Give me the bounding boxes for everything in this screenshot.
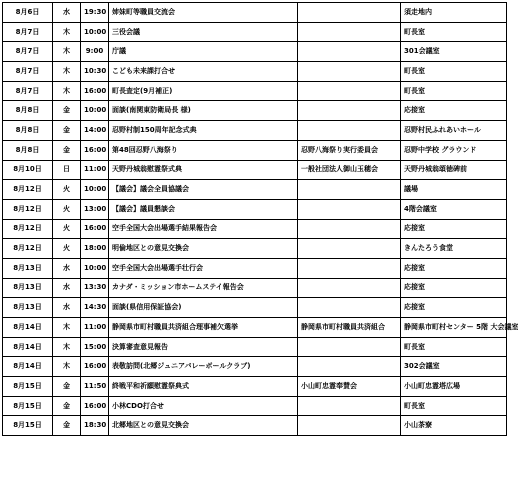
table-row [3, 180, 507, 200]
date-cell: 8月15日 [3, 377, 53, 397]
weekday-cell: 水 [53, 278, 81, 298]
event-cell: 小林CDO打合せ [109, 396, 298, 416]
place-cell: 応接室 [401, 258, 507, 278]
event-cell: 天野丹城翁慰霊祭式典 [109, 160, 298, 180]
place-cell: 町長室 [401, 337, 507, 357]
time-cell: 11:00 [81, 160, 109, 180]
table-row [3, 318, 507, 338]
place-cell: 302会議室 [401, 357, 507, 377]
place-cell: 4階会議室 [401, 199, 507, 219]
event-cell: 【議会】議会全員協議会 [109, 180, 298, 200]
organizer-cell [298, 239, 401, 259]
table-row [3, 3, 507, 23]
time-cell: 11:50 [81, 377, 109, 397]
time-cell: 9:00 [81, 42, 109, 62]
weekday-cell: 日 [53, 160, 81, 180]
place-cell: 町長室 [401, 22, 507, 42]
event-cell: 姉妹町等職員交流会 [109, 3, 298, 23]
event-cell: 北郷地区との意見交換会 [109, 416, 298, 436]
weekday-cell: 火 [53, 219, 81, 239]
date-cell: 8月14日 [3, 357, 53, 377]
date-cell: 8月14日 [3, 337, 53, 357]
place-cell: 応接室 [401, 219, 507, 239]
time-cell: 16:00 [81, 219, 109, 239]
event-cell: 面談(県信用保証協会) [109, 298, 298, 318]
table-row [3, 337, 507, 357]
place-cell: 町長室 [401, 62, 507, 82]
date-cell: 8月8日 [3, 121, 53, 141]
event-cell: 面談(南関東防衛局長 様) [109, 101, 298, 121]
date-cell: 8月13日 [3, 298, 53, 318]
date-cell: 8月7日 [3, 62, 53, 82]
time-cell: 14:30 [81, 298, 109, 318]
weekday-cell: 火 [53, 239, 81, 259]
place-cell: 忍野村民ふれあいホール [401, 121, 507, 141]
table-row [3, 219, 507, 239]
organizer-cell [298, 298, 401, 318]
table-row [3, 239, 507, 259]
weekday-cell: 木 [53, 318, 81, 338]
event-cell: 表敬訪問(北郷ジュニアバレーボールクラブ) [109, 357, 298, 377]
event-cell: こども未来課打合せ [109, 62, 298, 82]
table-row [3, 298, 507, 318]
table-row [3, 62, 507, 82]
date-cell: 8月8日 [3, 140, 53, 160]
place-cell: 静岡県市町村センター 5階 大会議室 [401, 318, 507, 338]
organizer-cell: 忍野八海祭り実行委員会 [298, 140, 401, 160]
weekday-cell: 木 [53, 22, 81, 42]
organizer-cell: 一般社団法人御山玉穂会 [298, 160, 401, 180]
table-row [3, 357, 507, 377]
weekday-cell: 木 [53, 42, 81, 62]
organizer-cell [298, 396, 401, 416]
weekday-cell: 火 [53, 199, 81, 219]
table-row [3, 160, 507, 180]
weekday-cell: 木 [53, 337, 81, 357]
date-cell: 8月14日 [3, 318, 53, 338]
event-cell: 空手全国大会出場選手結果報告会 [109, 219, 298, 239]
time-cell: 10:00 [81, 180, 109, 200]
organizer-cell [298, 3, 401, 23]
place-cell: 忍野中学校 グラウンド [401, 140, 507, 160]
weekday-cell: 水 [53, 298, 81, 318]
date-cell: 8月12日 [3, 180, 53, 200]
weekday-cell: 金 [53, 101, 81, 121]
event-cell: 決算審査意見報告 [109, 337, 298, 357]
weekday-cell: 木 [53, 357, 81, 377]
table-row [3, 121, 507, 141]
organizer-cell [298, 180, 401, 200]
weekday-cell: 水 [53, 258, 81, 278]
place-cell: 天野丹城翁頌徳碑前 [401, 160, 507, 180]
place-cell: 小山茶寮 [401, 416, 507, 436]
event-cell: 忍野村制150周年記念式典 [109, 121, 298, 141]
date-cell: 8月12日 [3, 239, 53, 259]
time-cell: 13:00 [81, 199, 109, 219]
organizer-cell [298, 219, 401, 239]
organizer-cell [298, 258, 401, 278]
weekday-cell: 金 [53, 121, 81, 141]
date-cell: 8月7日 [3, 42, 53, 62]
schedule-table [2, 2, 518, 436]
event-cell: 庁議 [109, 42, 298, 62]
organizer-cell [298, 121, 401, 141]
place-cell: 町長室 [401, 396, 507, 416]
date-cell: 8月6日 [3, 3, 53, 23]
organizer-cell [298, 278, 401, 298]
time-cell: 10:00 [81, 258, 109, 278]
weekday-cell: 木 [53, 62, 81, 82]
place-cell: 301会議室 [401, 42, 507, 62]
weekday-cell: 木 [53, 81, 81, 101]
time-cell: 10:00 [81, 101, 109, 121]
table-row [3, 416, 507, 436]
organizer-cell [298, 101, 401, 121]
date-cell: 8月15日 [3, 396, 53, 416]
weekday-cell: 金 [53, 416, 81, 436]
place-cell: 応接室 [401, 101, 507, 121]
event-cell: カナダ・ミッション市ホームステイ報告会 [109, 278, 298, 298]
date-cell: 8月12日 [3, 219, 53, 239]
place-cell: 応接室 [401, 298, 507, 318]
time-cell: 16:00 [81, 396, 109, 416]
weekday-cell: 金 [53, 396, 81, 416]
organizer-cell [298, 337, 401, 357]
table-row [3, 377, 507, 397]
organizer-cell [298, 22, 401, 42]
event-cell: 空手全国大会出場選手壮行会 [109, 258, 298, 278]
table-row [3, 81, 507, 101]
weekday-cell: 金 [53, 377, 81, 397]
table-row [3, 140, 507, 160]
place-cell: 小山町忠霊塔広場 [401, 377, 507, 397]
table-row [3, 101, 507, 121]
table-row [3, 396, 507, 416]
time-cell: 18:00 [81, 239, 109, 259]
event-cell: 終戦平和祈願慰霊祭典式 [109, 377, 298, 397]
event-cell: 明倫地区との意見交換会 [109, 239, 298, 259]
organizer-cell: 静岡県市町村職員共済組合 [298, 318, 401, 338]
organizer-cell [298, 62, 401, 82]
time-cell: 10:00 [81, 22, 109, 42]
table-row [3, 278, 507, 298]
place-cell: 町長室 [401, 81, 507, 101]
time-cell: 10:30 [81, 62, 109, 82]
organizer-cell [298, 357, 401, 377]
table-row [3, 42, 507, 62]
table-row [3, 258, 507, 278]
event-cell: 第48回忍野八海祭り [109, 140, 298, 160]
organizer-cell: 小山町忠霊奉賛会 [298, 377, 401, 397]
date-cell: 8月7日 [3, 22, 53, 42]
place-cell: 議場 [401, 180, 507, 200]
event-cell: 【議会】議員懇談会 [109, 199, 298, 219]
place-cell: 須走地内 [401, 3, 507, 23]
time-cell: 14:00 [81, 121, 109, 141]
organizer-cell [298, 416, 401, 436]
time-cell: 16:00 [81, 357, 109, 377]
event-cell: 静岡県市町村職員共済組合理事補欠選挙 [109, 318, 298, 338]
date-cell: 8月15日 [3, 416, 53, 436]
time-cell: 16:00 [81, 81, 109, 101]
organizer-cell [298, 199, 401, 219]
weekday-cell: 水 [53, 3, 81, 23]
time-cell: 11:00 [81, 318, 109, 338]
organizer-cell [298, 81, 401, 101]
organizer-cell [298, 42, 401, 62]
event-cell: 三役会議 [109, 22, 298, 42]
date-cell: 8月8日 [3, 101, 53, 121]
event-cell: 町長査定(9月補正) [109, 81, 298, 101]
place-cell: 応接室 [401, 278, 507, 298]
table-row [3, 199, 507, 219]
time-cell: 15:00 [81, 337, 109, 357]
weekday-cell: 火 [53, 180, 81, 200]
table-row [3, 22, 507, 42]
date-cell: 8月13日 [3, 258, 53, 278]
date-cell: 8月12日 [3, 199, 53, 219]
schedule-rows [3, 3, 518, 436]
time-cell: 13:30 [81, 278, 109, 298]
place-cell: きんたろう食堂 [401, 239, 507, 259]
date-cell: 8月10日 [3, 160, 53, 180]
time-cell: 19:30 [81, 3, 109, 23]
time-cell: 16:00 [81, 140, 109, 160]
weekday-cell: 金 [53, 140, 81, 160]
date-cell: 8月13日 [3, 278, 53, 298]
time-cell: 18:30 [81, 416, 109, 436]
date-cell: 8月7日 [3, 81, 53, 101]
